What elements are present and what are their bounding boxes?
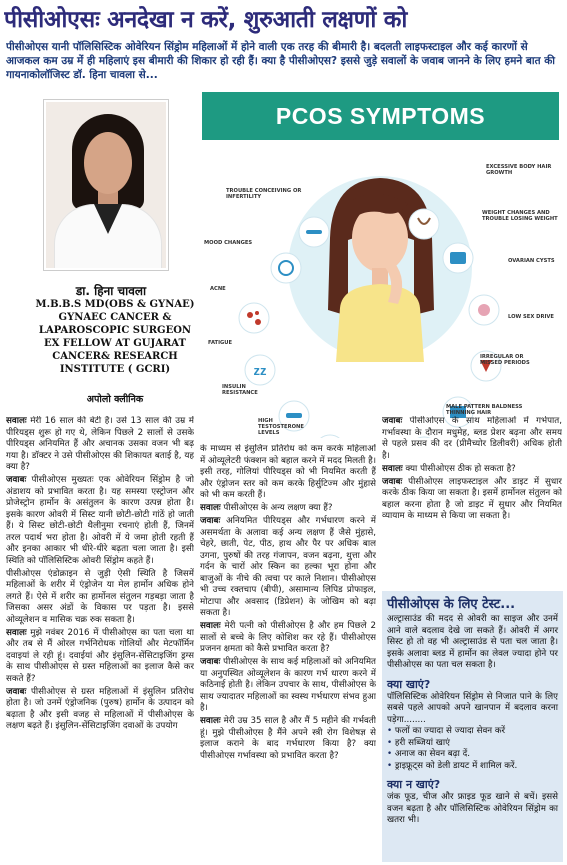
credential-line: M.B.B.S MD(OBS & GYNAE)	[35, 299, 195, 310]
what-to-eat-list	[387, 726, 558, 772]
symptom-label-periods: IRREGULAR OR MISSED PERIODS	[480, 354, 530, 367]
qa-column-2	[200, 444, 376, 862]
qa-paragraph: जवाबः अनियमित पीरियड्स और गर्भधारण करने में असमर्थता के अलावा कई अन्य लक्षण हैं जैसे मुंहासे, चेहरे, छाती, पेट, पीठ, हाथ और पैर पर अधिक बाल उगना, पुरुषों की तरह गंजापन, वजन बढ़ना, थुत्ता और गर्दन के चारों ओर स्किन का हल्का भूरा होना और बाजुओं के नीचे की त्वचा पर काले निशान। पीसीओएस भी उच्च रक्तचाप (बीपी), असामान्य लिपिड प्रोफाइल, मोटापा और अवसाद (डिप्रेशन) के जोखिम को बढ़ा सकता है।	[200, 516, 376, 618]
list-item: • अनाज का सेवन बढ़ा दें.	[387, 749, 558, 761]
qa-paragraph: सवालः मेरी पत्नी को पीसीओएस है और हम पिछले 2 सालों से बच्चे के लिए कोशिश कर रहे हैं। पीसीओएस प्रजनन क्षमता को कैसे प्रभावित करता है?	[200, 621, 376, 654]
infographic-title: PCOS SYMPTOMS	[202, 92, 559, 140]
list-item: • फलों का ज्यादा से ज्यादा सेवन करें	[387, 726, 558, 738]
doctor-credentials	[30, 298, 200, 376]
doctor-name: डा. हिना चावला	[75, 284, 147, 298]
what-to-eat-title: क्या खाएं?	[387, 677, 431, 691]
qa-column-1	[6, 416, 194, 862]
credential-line: INSTITUTE ( GCRI)	[59, 364, 171, 375]
qa-paragraph: जवाबः पीसीओएस से ग्रस्त महिलाओं में इंसुलिन प्रतिरोध होता है। जो उनमें एंड्रोजनिक (पुरुष) हार्मोन के उत्पादन को बढ़ाता है और इसी वजह से महिलाओं में पीसीओएस के लक्षण बढ़ते हैं। इंसुलिन-सेंसिटाइजिंग दवाओं के उपयोग	[6, 686, 194, 731]
qa-paragraph: सवालः पीसीओएस के अन्य लक्षण क्या हैं?	[200, 503, 333, 513]
top-shape	[336, 284, 424, 362]
symptom-label-baldness: MALE PATTERN BALDNESS THINNING HAIR	[446, 404, 523, 417]
testosterone-arrow-icon	[315, 435, 345, 438]
list-item: • ड्राइफ्रूट्स को डेली डायट में शामिल करें.	[387, 761, 558, 773]
qa-paragraph: के माध्यम से इंसुलिन प्रतिरोध को कम करके महिलाओं में ओव्यूलेटरी फंक्शन को बहाल करने में मदद मिलती है। इसी तरह, गोलियां पीरियड्स को भी नियमित करती हैं और एंड्रोजन स्तर को कम करके हिर्सुटिज्म और मुंहासे को भी कम करती हैं।	[200, 444, 376, 500]
what-not-to-eat-text: जंक फूड, चीज और फ्राइड फूड खाने से बचें। इससे वजन बढ़ता है और पॉलिसिस्टिक ओवेरियन सिंड्रोम का खतरा भी।	[387, 792, 558, 825]
qa-paragraph: सवालः मुझे नवंबर 2016 में पीसीओएस का पता चला था और तब से मैं ओरल गर्भनिरोधक गोलियों और मेटफॉर्मिन दवाइयां ले रही हूं। दवाईयां और इंसुलिन-सेंसिटाइजिंग ड्रग्स के साथ पीसीओएस से ग्रस्त महिलाओं का इलाज कैसे कर सकते हैं?	[6, 627, 194, 684]
tests-sidebar-box	[382, 591, 563, 862]
symptom-label-low-drive: LOW SEX DRIVE	[508, 314, 554, 320]
svg-text:zz: zz	[253, 363, 267, 378]
symptom-label-insulin: INSULIN RESISTANCE	[222, 384, 258, 397]
what-to-eat-intro: पॉलिसिस्टिक ओवेरियन सिंड्रोम से निजात पाने के लिए सबसे पहले आपको अपने खानपान में बदलाव करना पड़ेगा........	[387, 691, 558, 725]
qa-paragraph: सवालः क्या पीसीओएस ठीक हो सकता है?	[382, 463, 516, 474]
qa-paragraph: जवाबः पीसीओएस के साथ कई महिलाओं को अनियमित या अनुपस्थित ओव्यूलेशन के कारण गर्भ धारण करने में कठिनाई होती है। लेकिन उपचार के साथ, पीसीओएस के साथ ज्यादातर महिलाओं का स्वस्थ गर्भधारण संभव हुआ है।	[200, 657, 376, 713]
credential-line: LAPAROSCOPIC SURGEON	[38, 325, 192, 336]
symptom-label-cysts: OVARIAN CYSTS	[508, 258, 555, 264]
pcos-symptoms-infographic	[202, 92, 559, 438]
doctor-clinic: अपोलो क्लीनिक	[86, 394, 144, 405]
qa-paragraph: जवाबः पीसीओएस मुख्यतः एक ओवेरियन सिंड्रोम है जो अंडाशय को प्रभावित करता है। यह समस्या एस्ट्रोजन और प्रोजेस्ट्रोन हार्मोन के असंतुलन के कारण उत्पन्न होता है। इसके कारण ओवरी में सिस्ट यानी छोटी-छोटी गांठें हो जाती हैं। ये सिस्ट छोटी-छोटी थैलीनुमा रचनाएं होती हैं, जिनमें तरल पदार्थ भरा होता है। ओवरी में ये जमा होती रहती हैं और इनका आकार भी धीरे-धीरे बढ़ता चला जाता है। इसी स्थिति को पॉलिसिस्टिक ओवरी सिंड्रोम कहते हैं।	[6, 475, 194, 566]
symptom-label-fatigue: FATIGUE	[208, 340, 233, 346]
list-item: • हरी सब्जियां खाएं	[387, 738, 558, 750]
acne-icon	[239, 303, 269, 333]
symptom-label-weight: WEIGHT CHANGES AND TROUBLE LOSING WEIGHT	[482, 210, 558, 223]
qa-paragraph: सवालः मेरी 16 साल की बेटी है। उसे 13 साल की उम्र में पीरियड्स शुरू हो गए थे, लेकिन पिछले 2 सालों से उसके पीरियड्स अनियमित हैं और अचानक उसका वजन भी बढ़ गया है। डॉक्टर ने उसे पीसीओएस की शिकायत बताई है, यह क्या है?	[6, 416, 194, 472]
credential-line: GYNAEC CANCER &	[58, 312, 172, 323]
qa-paragraph: पीसीओएस एंडोक्राइन से जुड़ी ऐसी स्थिति है जिसमें महिलाओं के शरीर में एंड्रोजेन या मेल हार्मोन अधिक होने लगते हैं। ऐसे में शरीर का हार्मोनल संतुलन गड़बड़ा जाता है जिसका असर अंडों के विकास पर पड़ता है। इससे ओव्यूलेशन व मासिक चक्र रुक सकता है।	[6, 568, 194, 625]
what-not-to-eat-title: क्या न खाएं?	[387, 778, 441, 791]
qa-paragraph: जवाबः पीसीओएस लाइफस्टाइल और डाइट में सुधार करके ठीक किया जा सकता है। इसमें हार्मोनल संतुलन को बहाल करना होता है जो डाइट में सुधार और नियमित व्यायाम के माध्यम से किया जा सकता है।	[382, 476, 562, 521]
brain-icon	[271, 253, 301, 283]
symptom-label-hair-growth: EXCESSIVE BODY HAIR GROWTH	[486, 164, 552, 177]
credential-line: CANCER& RESEARCH	[52, 351, 178, 362]
tests-paragraph: अल्ट्रासाउंड की मदद से ओवरी का साइज और उनमें आने वाले बदलाव देखे जा सकते हैं। ओवरी में अगर सिस्ट हो तो वह भी अल्ट्रासाउंड से पता चल जाता है। इसके अलावा ब्लड में हार्मोन का लेवल ज्यादा होने पर पीसीओएस का पता चल सकता है।	[387, 614, 558, 670]
symptom-label-mood: MOOD CHANGES	[204, 240, 253, 246]
tests-title: पीसीओएस के लिए टेस्ट...	[387, 597, 516, 612]
symptom-label-infertility: TROUBLE CONCEIVING OR INFERTILITY	[226, 188, 302, 201]
page-headline: पीसीओएसः अनदेखा न करें, शुरुआती लक्षणों को	[4, 7, 408, 33]
qa-paragraph: सवालः मेरी उम्र 35 साल है और मैं 5 महीने की गर्भवती हूं। मुझे पीसीओएस है मैंने अपने स्त्री रोग विशेषज्ञ से इलाज कराने के बाद गर्भधारण किया है? क्या पीसीओएस गर्भावस्था को प्रभावित करता है?	[200, 716, 376, 761]
credential-line: EX FELLOW AT GUJARAT	[44, 338, 186, 349]
doctor-photo	[44, 100, 168, 270]
intro-paragraph: पीसीओएस यानी पॉलिसिस्टिक ओवेरियन सिंड्रोम महिलाओं में होने वाली एक तरह की बीमारी है। बदलती लाइफस्टाइल और कई कारणों से आजकल कम उम्र में ही महिलाएं इस बीमारी की शिकार हो रही हैं। क्या है पीसीओएस? इससे जुड़े सवालों के जवाब जानने के लिए हमने बात की गायनाकोलॉजिस्ट डॉ. हिना चावला से...	[6, 41, 555, 81]
qa-paragraph: जवाबः पीसीओएस के साथ महिलाओं में गर्भपात, गर्भावस्था के दौरान मधुमेह, ब्लड प्रेशर बढ़ना और समय से पहले प्रसव की दर (प्रीमैच्योर डिलीवरी) अधिक होती है।	[382, 416, 562, 461]
qa-column-3	[382, 416, 562, 586]
symptom-label-testosterone: HIGH TESTOSTERONE LEVELS	[258, 418, 304, 437]
symptom-label-acne: ACNE	[210, 286, 226, 292]
